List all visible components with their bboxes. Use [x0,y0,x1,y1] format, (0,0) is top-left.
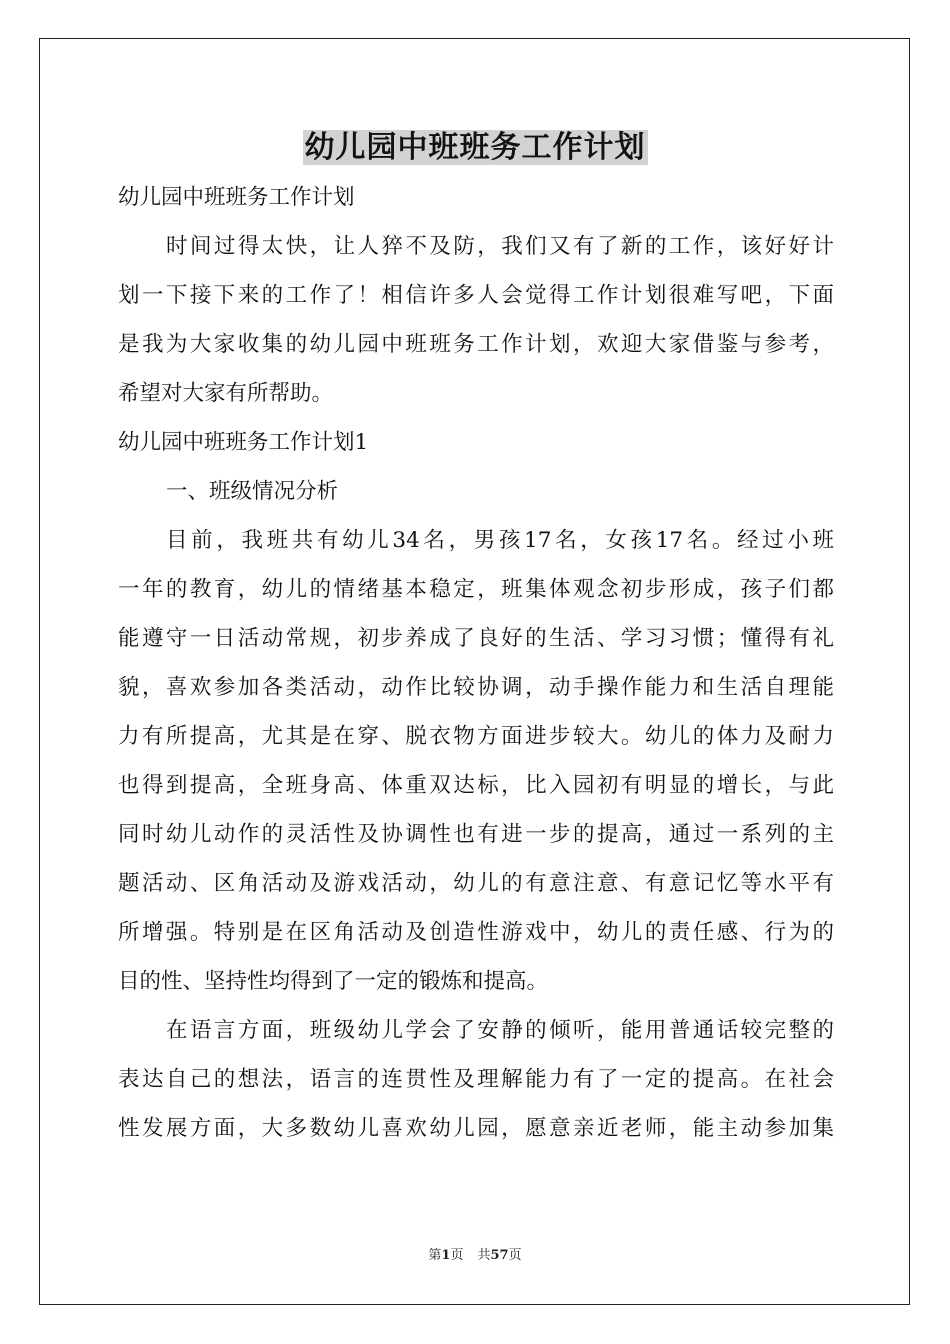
text-line: 目前，我班共有幼儿34名，男孩17名，女孩17名。经过小班 [166,528,834,553]
text-line: 能遵守一日活动常规，初步养成了良好的生活、学习习惯；懂得有礼 [118,626,834,651]
subtitle-line: 幼儿园中班班务工作计划 [118,185,355,210]
page-number [428,1248,463,1263]
total-prefix: 共 [477,1248,491,1263]
text-line: 在语言方面，班级幼儿学会了安静的倾听，能用普通话较完整的 [166,1018,834,1043]
text-line: 所增强。特别是在区角活动及创造性游戏中，幼儿的责任感、行为的 [118,920,834,945]
text-line: 表达自己的想法，语言的连贯性及理解能力有了一定的提高。在社会 [118,1067,834,1092]
page-footer [0,1247,950,1265]
text-line: 目的性、坚持性均得到了一定的锻炼和提高。 [118,969,549,994]
document-body [118,173,834,1153]
text-line: 一年的教育，幼儿的情绪基本稳定，班集体观念初步形成，孩子们都 [118,577,834,602]
text-line: 同时幼儿动作的灵活性及协调性也有进一步的提高，通过一系列的主 [118,822,834,847]
text-line: 划一下接下来的工作了！相信许多人会觉得工作计划很难写吧，下面 [118,283,834,308]
text-line: 力有所提高，尤其是在穿、脱衣物方面进步较大。幼儿的体力及耐力 [118,724,834,749]
text-line: 时间过得太快，让人猝不及防，我们又有了新的工作，该好好计 [166,234,834,259]
text-line: 是我为大家收集的幼儿园中班班务工作计划，欢迎大家借鉴与参考， [118,332,834,357]
total-count: 57 [490,1248,509,1263]
document-title [0,126,950,170]
text-line: 貌，喜欢参加各类活动，动作比较协调，动手操作能力和生活自理能 [118,675,834,700]
text-line: 题活动、区角活动及游戏活动，幼儿的有意注意、有意记忆等水平有 [118,871,834,896]
page-current: 1 [441,1248,451,1263]
total-suffix: 页 [508,1248,522,1263]
page-suffix: 页 [450,1248,464,1263]
text-line: 也得到提高，全班身高、体重双达标，比入园初有明显的增长，与此 [118,773,834,798]
section-heading: 幼儿园中班班务工作计划1 [118,430,369,455]
page-total [477,1248,521,1263]
subsection-heading: 一、班级情况分析 [166,479,339,504]
text-line: 性发展方面，大多数幼儿喜欢幼儿园，愿意亲近老师，能主动参加集 [118,1116,834,1141]
document-title-text: 幼儿园中班班务工作计划 [304,130,646,165]
page-prefix: 第 [428,1248,442,1263]
text-line: 希望对大家有所帮助。 [118,381,334,406]
